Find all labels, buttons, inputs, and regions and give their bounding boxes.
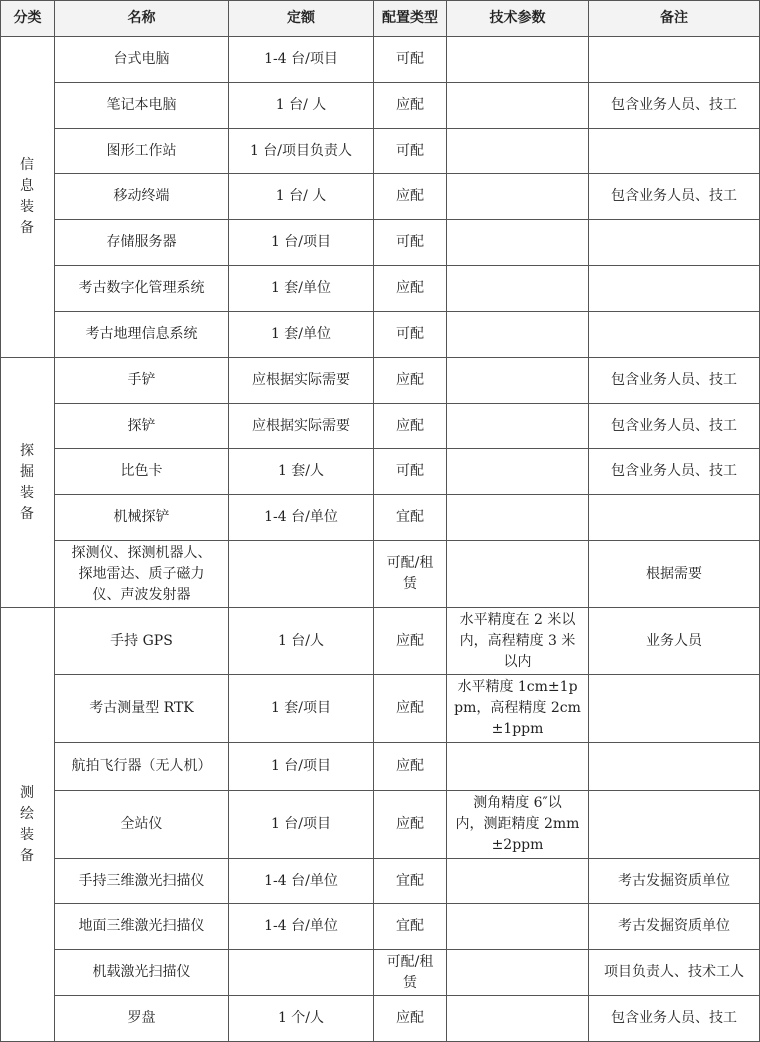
item-config-type: 应配: [374, 675, 447, 743]
item-note: [589, 495, 760, 541]
item-tech-params: [447, 37, 589, 83]
header-name: 名称: [55, 1, 229, 37]
item-note: 考古发掘资质单位: [589, 859, 760, 904]
text-line: 可配/租: [386, 953, 434, 970]
item-name: 手持 GPS: [55, 608, 229, 675]
text-line: 内，高程精度 3 米: [459, 632, 576, 649]
table-row: [1, 743, 760, 791]
header-config-type: 配置类型: [374, 1, 447, 37]
table-row: [1, 859, 760, 904]
table-row: [1, 541, 760, 608]
item-config-type: 可配: [374, 129, 447, 174]
item-quota: 1 台/项目: [229, 220, 374, 266]
item-quota: 1 套/单位: [229, 266, 374, 312]
item-config-type: 应配: [374, 996, 447, 1042]
category-char: 备: [20, 847, 35, 864]
item-config-type: 应配: [374, 358, 447, 404]
text-line: 水平精度在 2 米以: [459, 611, 576, 628]
item-config-type: 可配: [374, 312, 447, 358]
item-tech-params: [447, 541, 589, 608]
table-row: [1, 495, 760, 541]
table-row: [1, 312, 760, 358]
table-row: [1, 174, 760, 220]
item-quota: 1-4 台/单位: [229, 495, 374, 541]
category-char: 装: [20, 484, 35, 501]
item-tech-params: [447, 859, 589, 904]
text-line: 可配/租: [386, 555, 434, 571]
item-note: [589, 220, 760, 266]
text-line: 水平精度 1cm±1p: [457, 679, 578, 695]
item-config-type: 应配: [374, 83, 447, 129]
header-tech-params: 技术参数: [447, 1, 589, 37]
category-char: 备: [20, 220, 35, 236]
item-note: [589, 791, 760, 859]
item-config-type: 应配: [374, 174, 447, 220]
item-quota: [229, 541, 374, 608]
item-quota: 1 台/ 人: [229, 174, 374, 220]
item-name: 比色卡: [55, 449, 229, 495]
category-char: 备: [20, 505, 35, 522]
item-name: 台式电脑: [55, 37, 229, 83]
item-note: 包含业务人员、技工: [589, 404, 760, 449]
item-config-type: 可配: [374, 220, 447, 266]
category-char: 掘: [20, 463, 35, 480]
item-name: 笔记本电脑: [55, 83, 229, 129]
item-quota: 1-4 台/项目: [229, 37, 374, 83]
item-tech-params: [447, 129, 589, 174]
item-config-type: 可配: [374, 449, 447, 495]
item-quota: 应根据实际需要: [229, 358, 374, 404]
item-tech-params: [447, 83, 589, 129]
item-quota: 1 套/人: [229, 449, 374, 495]
item-note: 业务人员: [589, 608, 760, 675]
item-config-type: 应配: [374, 266, 447, 312]
text-line: 赁: [403, 576, 417, 592]
category-char: 探: [20, 442, 35, 459]
item-quota: 1 套/项目: [229, 675, 374, 743]
item-note: [589, 675, 760, 743]
category-char: 测: [20, 784, 35, 801]
table-row: [1, 220, 760, 266]
item-tech-params: [447, 174, 589, 220]
item-note: 包含业务人员、技工: [589, 449, 760, 495]
text-line: 以内: [503, 653, 532, 670]
item-tech-params: [447, 791, 589, 859]
item-name: 航拍飞行器（无人机）: [55, 743, 229, 791]
text-line: 仪、声波发射器: [92, 586, 191, 603]
text-line: 测角精度 6″以: [473, 795, 562, 811]
item-quota: 应根据实际需要: [229, 404, 374, 449]
table-row: [1, 675, 760, 743]
table-row: [1, 996, 760, 1042]
item-name: 探铲: [55, 404, 229, 449]
item-quota: 1 台/人: [229, 608, 374, 675]
item-quota: 1 台/项目负责人: [229, 129, 374, 174]
item-name: 移动终端: [55, 174, 229, 220]
item-tech-params: [447, 495, 589, 541]
item-note: [589, 266, 760, 312]
item-config-type: 宜配: [374, 859, 447, 904]
item-name: 手铲: [55, 358, 229, 404]
table-row: [1, 950, 760, 996]
item-quota: 1-4 台/单位: [229, 904, 374, 950]
table-row: [1, 404, 760, 449]
item-tech-params: [447, 358, 589, 404]
item-name: 考古数字化管理系统: [55, 266, 229, 312]
item-note: 包含业务人员、技工: [589, 358, 760, 404]
text-line: 探测仪、探测机器人、: [71, 544, 212, 561]
item-note: 包含业务人员、技工: [589, 174, 760, 220]
text-line: pm，高程精度 2cm: [454, 700, 581, 716]
table-row: [1, 608, 760, 675]
category-label: [1, 358, 55, 608]
item-config-type: 可配: [374, 37, 447, 83]
header-notes: 备注: [589, 1, 760, 37]
table-header-row: [1, 1, 760, 37]
header-quota: 定额: [229, 1, 374, 37]
category-char: 信: [20, 157, 35, 173]
item-note: [589, 312, 760, 358]
item-config-type: 宜配: [374, 495, 447, 541]
item-note: 考古发掘资质单位: [589, 904, 760, 950]
item-quota: 1 台/项目: [229, 791, 374, 859]
item-config-type: [374, 541, 447, 608]
table-row: [1, 129, 760, 174]
item-note: 包含业务人员、技工: [589, 83, 760, 129]
category-char: 装: [20, 826, 35, 843]
text-line: ±1ppm: [491, 721, 544, 737]
item-tech-params: [447, 996, 589, 1042]
table-row: [1, 358, 760, 404]
item-name: 全站仪: [55, 791, 229, 859]
text-line: ±2ppm: [491, 837, 544, 853]
item-note: [589, 129, 760, 174]
item-note: [589, 37, 760, 83]
item-config-type: 应配: [374, 743, 447, 791]
item-config-type: 应配: [374, 404, 447, 449]
table-row: [1, 904, 760, 950]
item-note: 包含业务人员、技工: [589, 996, 760, 1042]
category-char: 息: [20, 178, 35, 194]
item-quota: 1 套/单位: [229, 312, 374, 358]
item-name: 手持三维激光扫描仪: [55, 859, 229, 904]
category-char: 绘: [20, 805, 35, 822]
category-label: [1, 37, 55, 358]
item-tech-params: [447, 950, 589, 996]
table-row: [1, 37, 760, 83]
category-label: [1, 608, 55, 1042]
item-quota: 1 台/项目: [229, 743, 374, 791]
item-quota: 1 台/ 人: [229, 83, 374, 129]
table-row: [1, 449, 760, 495]
item-name: 考古测量型 RTK: [55, 675, 229, 743]
item-tech-params: [447, 904, 589, 950]
table-body: [1, 37, 760, 1042]
item-quota: 1-4 台/单位: [229, 859, 374, 904]
item-note: 项目负责人、技术工人: [589, 950, 760, 996]
text-line: 内，测距精度 2mm: [455, 816, 580, 832]
item-tech-params: [447, 449, 589, 495]
text-line: 赁: [403, 974, 417, 991]
item-name: 图形工作站: [55, 129, 229, 174]
item-tech-params: [447, 608, 589, 675]
item-note: 根据需要: [589, 541, 760, 608]
table-row: [1, 83, 760, 129]
item-tech-params: [447, 404, 589, 449]
item-name: 地面三维激光扫描仪: [55, 904, 229, 950]
item-note: [589, 743, 760, 791]
item-config-type: 应配: [374, 791, 447, 859]
item-name: 机载激光扫描仪: [55, 950, 229, 996]
item-name: 罗盘: [55, 996, 229, 1042]
item-quota: 1 个/人: [229, 996, 374, 1042]
item-config-type: 宜配: [374, 904, 447, 950]
text-line: 探地雷达、质子磁力: [78, 565, 205, 582]
item-config-type: 应配: [374, 608, 447, 675]
item-tech-params: [447, 675, 589, 743]
category-char: 装: [20, 199, 35, 215]
item-tech-params: [447, 220, 589, 266]
item-quota: [229, 950, 374, 996]
table-row: [1, 791, 760, 859]
item-name: 考古地理信息系统: [55, 312, 229, 358]
item-tech-params: [447, 312, 589, 358]
item-name: 存储服务器: [55, 220, 229, 266]
item-name: [55, 541, 229, 608]
item-config-type: [374, 950, 447, 996]
item-tech-params: [447, 266, 589, 312]
table-row: [1, 266, 760, 312]
item-name: 机械探铲: [55, 495, 229, 541]
item-tech-params: [447, 743, 589, 791]
header-category: 分类: [1, 1, 55, 37]
